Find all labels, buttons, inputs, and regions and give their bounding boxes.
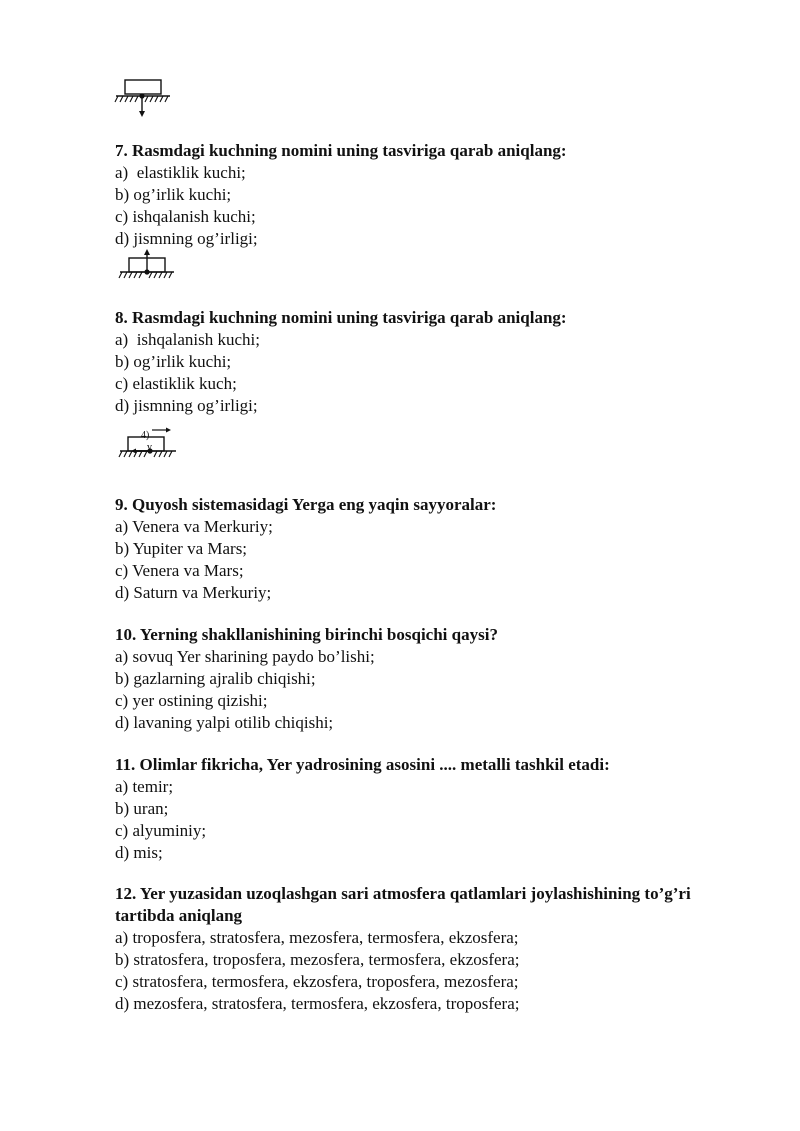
answer-option-d: d) mis; [115, 843, 163, 862]
figure-force-up [112, 246, 178, 282]
answer-option-c: c) yer ostining qizishi; [115, 691, 268, 710]
figure-friction [112, 416, 182, 462]
question-title: 9. Quyosh sistemasidagi Yerga eng yaqin sayyoralar: [115, 495, 497, 514]
question-7 [115, 140, 735, 250]
answer-option-c: c) elastiklik kuch; [115, 374, 237, 393]
answer-option-d: d) jismning og’irligi; [115, 396, 258, 415]
question-title: 12. Yer yuzasidan uzoqlashgan sari atmosfera qatlamlari joylashishining to’g’ri tartibda aniqlang [115, 884, 691, 925]
answer-option-d: d) Saturn va Merkuriy; [115, 583, 272, 602]
answer-option-a: a) temir; [115, 777, 174, 796]
answer-option-c: c) ishqalanish kuchi; [115, 207, 256, 226]
answer-option-c: c) Venera va Mars; [115, 561, 244, 580]
answer-option-c: c) stratosfera, termosfera, ekzosfera, troposfera, mezosfera; [115, 972, 519, 991]
question-title: 7. Rasmdagi kuchning nomini uning tasviriga qarab aniqlang: [115, 141, 567, 160]
velocity-label: v [147, 442, 152, 453]
answer-option-b: b) og’irlik kuchi; [115, 185, 232, 204]
answer-option-d: d) mezosfera, stratosfera, termosfera, ekzosfera, troposfera; [115, 994, 520, 1013]
question-8 [115, 307, 735, 417]
question-12 [115, 883, 715, 1015]
answer-option-b: b) Yupiter va Mars; [115, 539, 248, 558]
answer-option-b: b) gazlarning ajralib chiqishi; [115, 669, 316, 688]
question-title: 11. Olimlar fikricha, Yer yadrosining asosini .... metalli tashkil etadi: [115, 755, 610, 774]
figure-force-down [112, 76, 176, 120]
answer-option-a: a) elastiklik kuchi; [115, 163, 246, 182]
question-title: 8. Rasmdagi kuchning nomini uning tasviriga qarab aniqlang: [115, 308, 567, 327]
answer-option-a: a) ishqalanish kuchi; [115, 330, 260, 349]
answer-option-d: d) jismning og’irligi; [115, 229, 258, 248]
answer-option-a: a) sovuq Yer sharining paydo bo’lishi; [115, 647, 375, 666]
answer-option-b: b) stratosfera, troposfera, mezosfera, termosfera, ekzosfera; [115, 950, 520, 969]
question-9 [115, 494, 735, 604]
figure-label: 4) [141, 430, 150, 441]
answer-option-c: c) alyuminiy; [115, 821, 207, 840]
block-on-surface-force-up-icon [112, 246, 178, 282]
question-title: 10. Yerning shakllanishining birinchi bosqichi qaysi? [115, 625, 498, 644]
answer-option-d: d) lavaning yalpi otilib chiqishi; [115, 713, 334, 732]
block-on-surface-force-down-icon [112, 76, 176, 120]
answer-option-b: b) og’irlik kuchi; [115, 352, 232, 371]
answer-option-b: b) uran; [115, 799, 169, 818]
answer-option-a: a) troposfera, stratosfera, mezosfera, termosfera, ekzosfera; [115, 928, 519, 947]
question-10 [115, 624, 735, 734]
question-11 [115, 754, 735, 864]
answer-option-a: a) Venera va Merkuriy; [115, 517, 273, 536]
